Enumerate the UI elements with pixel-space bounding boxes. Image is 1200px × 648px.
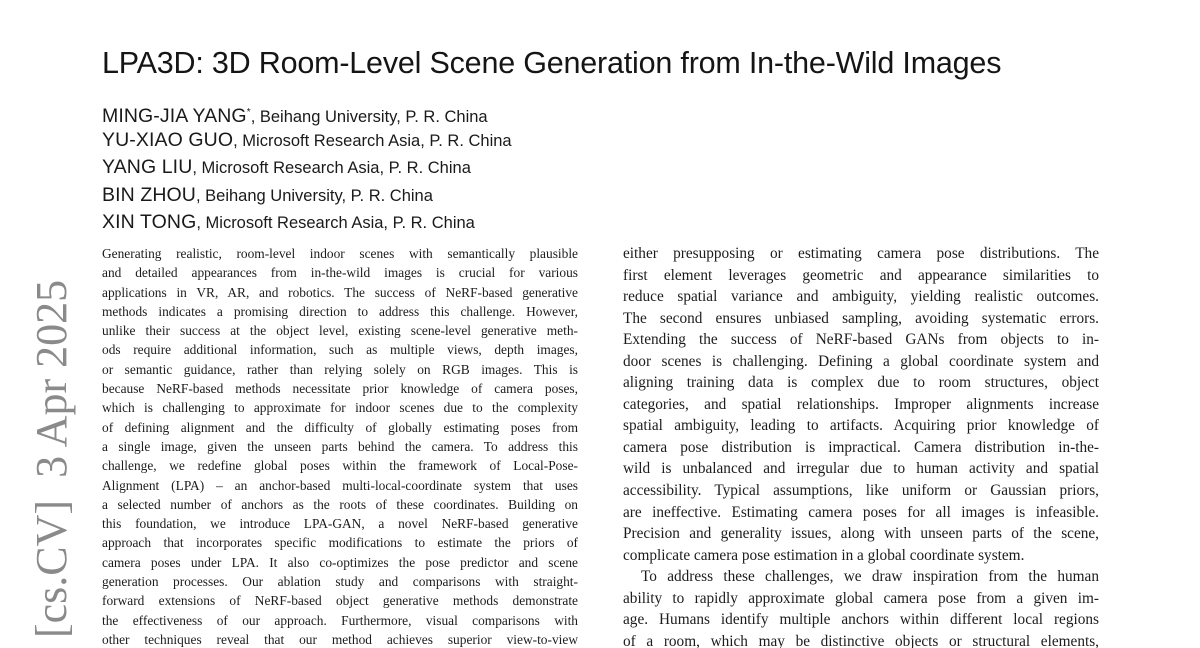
text-line: Alignment (LPA) – an anchor-based multi-local-coordinate system that uses	[102, 477, 578, 493]
author-name: XIN TONG	[102, 211, 197, 233]
text-line: or semantic guidance, rather than relying solely on RGB images. This is	[102, 361, 578, 377]
author-name: YANG LIU	[102, 156, 193, 178]
text-line: either presupposing or estimating camera pose distributions. The	[623, 245, 1099, 262]
author-entry	[102, 127, 622, 155]
text-line: The second ensures unbiased sampling, avoiding systematic errors.	[623, 309, 1099, 327]
text-line: accessibility. Typical assumptions, like uniform or Gaussian priors,	[623, 482, 1099, 500]
author-entry	[102, 154, 622, 182]
text-line: this foundation, we introduce LPA-GAN, a novel NeRF-based generative	[102, 516, 578, 532]
author-entry	[102, 99, 622, 127]
text-line: camera pose distribution is impractical. Camera distribution in-the-	[623, 438, 1099, 456]
text-line: challenge, we redefine global poses within the framework of Local-Pose-	[102, 458, 578, 474]
text-line: a selected number of anchors as the roots of these coordinates. Building on	[102, 496, 578, 512]
text-line: other techniques reveal that our method achieves superior view-to-view	[102, 631, 578, 647]
text-line: of a room, which may be distinctive objects or structural elements,	[623, 632, 1099, 648]
paper-title: LPA3D: 3D Room-Level Scene Generation from In-the-Wild Images	[102, 46, 1002, 80]
text-line: door scenes is challenging. Defining a global coordinate system and	[623, 352, 1099, 370]
abstract	[102, 244, 578, 648]
text-line: Precision and generality issues, along with unseen parts of the scene,	[623, 525, 1099, 543]
author-name: BIN ZHOU	[102, 183, 196, 206]
text-line: first element leverages geometric and appearance similarities to	[623, 266, 1099, 284]
author-list	[102, 99, 622, 237]
text-line: approach that incorporates specific modifications to estimate the priors of	[102, 535, 578, 551]
text-line: Extending the success of NeRF-based GANs from objects to in-	[623, 331, 1099, 349]
text-line: methods indicates a promising direction to address this challenge. However,	[102, 303, 578, 319]
author-entry	[102, 209, 622, 237]
text-line: of defining alignment and the difficulty of globally estimating poses from	[102, 419, 578, 435]
corresponding-author-mark: *	[246, 107, 251, 118]
author-affiliation: , Beihang University, P. R. China	[250, 108, 488, 126]
text-line: generation processes. Our ablation study and comparisons with straight-	[102, 574, 578, 590]
author-affiliation: , Microsoft Research Asia, P. R. China	[192, 159, 471, 177]
text-line: complicate camera pose estimation in a global coordinate system.	[623, 546, 1025, 564]
text-line: applications in VR, AR, and robotics. The success of NeRF-based generative	[102, 284, 578, 300]
introduction-text	[623, 243, 1099, 648]
text-line: unlike their success at the object level, existing scene-level generative meth-	[102, 323, 578, 339]
author-name: YU-XIAO GUO	[102, 128, 234, 151]
arxiv-stamp	[28, 280, 76, 638]
arxiv-category: [cs.CV]	[27, 499, 76, 638]
text-line: are ineffective. Estimating camera poses for all images is infeasible.	[623, 503, 1099, 521]
author-affiliation: , Microsoft Research Asia, P. R. China	[196, 214, 475, 232]
arxiv-date: 3 Apr 2025	[27, 279, 76, 478]
text-line: and detailed appearances from in-the-wild images is crucial for various	[102, 265, 578, 281]
text-line: ods require additional information, such as multiple views, depth images,	[102, 342, 578, 358]
text-line: wild is unbalanced and irregular due to human activity and spatial	[623, 460, 1099, 478]
text-line: To address these challenges, we draw inspiration from the human	[641, 568, 1099, 586]
text-line: a single image, given the unseen parts behind the camera. To address this	[102, 438, 578, 454]
text-line: aligning training data is complex due to room structures, object	[623, 374, 1099, 392]
text-line: because NeRF-based methods necessitate prior knowledge of camera poses,	[102, 381, 578, 397]
text-line: which is challenging to approximate for indoor scenes due to the complexity	[102, 400, 578, 416]
text-line: categories, and spatial relationships. Improper alignments increase	[623, 395, 1099, 413]
author-entry	[102, 182, 622, 210]
text-line: the effectiveness of our approach. Furthermore, visual comparisons with	[102, 612, 578, 628]
author-affiliation: , Microsoft Research Asia, P. R. China	[233, 131, 512, 150]
text-line: reduce spatial variance and ambiguity, yielding realistic outcomes.	[623, 288, 1099, 306]
text-line: age. Humans identify multiple anchors within different local regions	[623, 611, 1099, 629]
author-affiliation: , Beihang University, P. R. China	[195, 186, 433, 205]
text-line: forward extensions of NeRF-based object generative methods demonstrate	[102, 593, 578, 609]
text-line: spatial ambiguity, leading to artifacts. Acquiring prior knowledge of	[623, 417, 1099, 435]
text-line: ability to rapidly approximate global camera pose from a given im-	[623, 589, 1099, 607]
author-name: MING-JIA YANG*	[102, 105, 251, 127]
text-line: Generating realistic, room-level indoor scenes with semantically plausible	[102, 246, 578, 261]
text-line: camera poses under LPA. It also co-optimizes the pose predictor and scene	[102, 554, 578, 570]
